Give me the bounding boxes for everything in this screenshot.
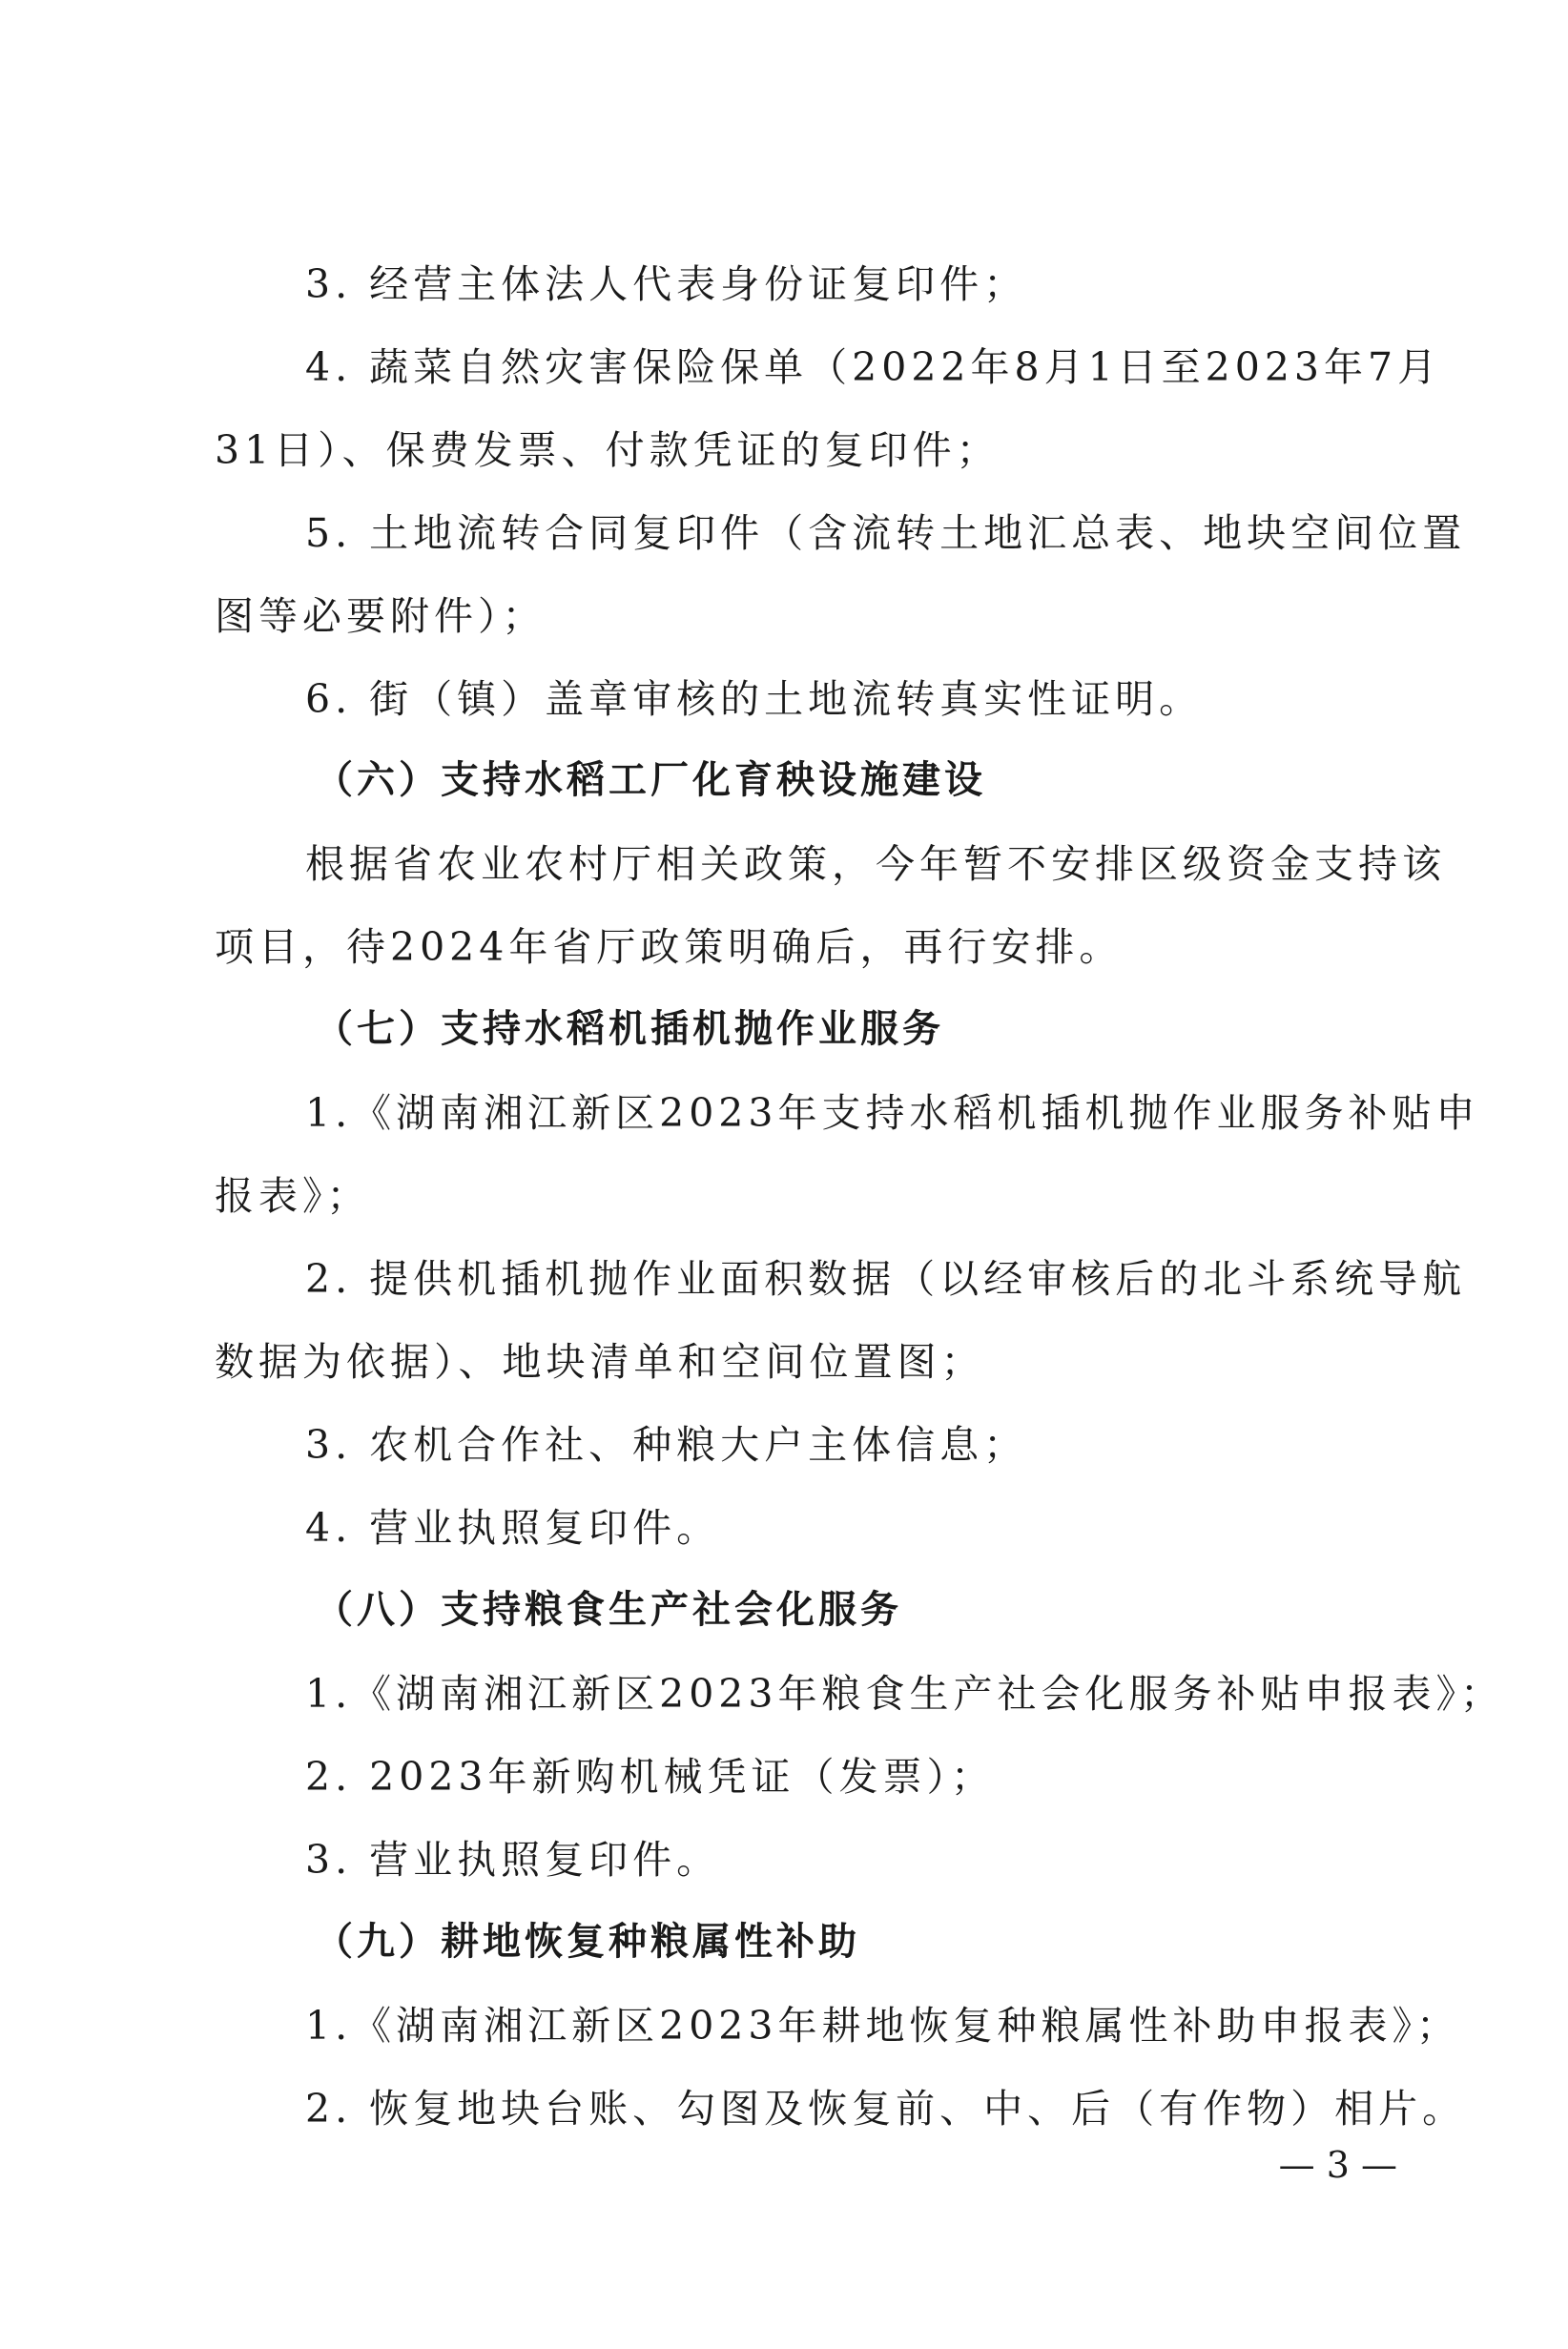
- section-heading-seven: （七）支持水稻机插机抛作业服务: [315, 1007, 944, 1051]
- section-heading-eight: （八）支持粮食生产社会化服务: [315, 1588, 902, 1632]
- list-item-2-machine-invoice: 2. 2023年新购机械凭证（发票）；: [305, 1754, 995, 1800]
- list-item-3-license-copy: 3. 营业执照复印件。: [305, 1837, 721, 1883]
- list-item-2-area-data: 2. 提供机插机抛作业面积数据（以经审核后的北斗系统导航: [305, 1256, 1467, 1302]
- paragraph-rice-seedling: 根据省农业农村厅相关政策，今年暂不安排区级资金支持该: [305, 841, 1446, 887]
- list-item-5-land-contract-continued: 图等必要附件）；: [215, 593, 547, 639]
- list-item-2-farmland-photos: 2. 恢复地块台账、勾图及恢复前、中、后（有作物）相片。: [305, 2086, 1467, 2132]
- list-item-3-id-copy: 3. 经营主体法人代表身份证复印件；: [305, 261, 1028, 307]
- list-item-1-transplant-form-continued: 报表》；: [215, 1173, 371, 1219]
- list-item-6-land-proof: 6. 街（镇）盖章审核的土地流转真实性证明。: [305, 676, 1204, 722]
- list-item-4-license-copy: 4. 营业执照复印件。: [305, 1505, 721, 1551]
- list-item-2-area-data-continued: 数据为依据）、地块清单和空间位置图；: [215, 1339, 985, 1385]
- list-item-4-insurance: 4. 蔬菜自然灾害保险保单（2022年8月1日至2023年7月: [305, 344, 1442, 390]
- list-item-3-cooperative-info: 3. 农机合作社、种粮大户主体信息；: [305, 1422, 1028, 1468]
- section-heading-nine: （九）耕地恢复种粮属性补助: [315, 1920, 860, 1964]
- list-item-1-transplant-form: 1.《湖南湘江新区2023年支持水稻机插机抛作业服务补贴申: [305, 1090, 1480, 1136]
- list-item-1-farmland-form: 1.《湖南湘江新区2023年耕地恢复种粮属性补助申报表》；: [305, 2003, 1460, 2049]
- paragraph-rice-seedling-continued: 项目，待2024年省厅政策明确后，再行安排。: [215, 924, 1124, 970]
- list-item-4-insurance-continued: 31日）、保费发票、付款凭证的复印件；: [215, 427, 1001, 473]
- page-number: — 3 —: [1278, 2144, 1397, 2186]
- list-item-5-land-contract: 5. 土地流转合同复印件（含流转土地汇总表、地块空间位置: [305, 510, 1467, 556]
- section-heading-six: （六）支持水稻工厂化育秧设施建设: [315, 758, 986, 802]
- list-item-1-social-service-form: 1.《湖南湘江新区2023年粮食生产社会化服务补贴申报表》；: [305, 1671, 1504, 1717]
